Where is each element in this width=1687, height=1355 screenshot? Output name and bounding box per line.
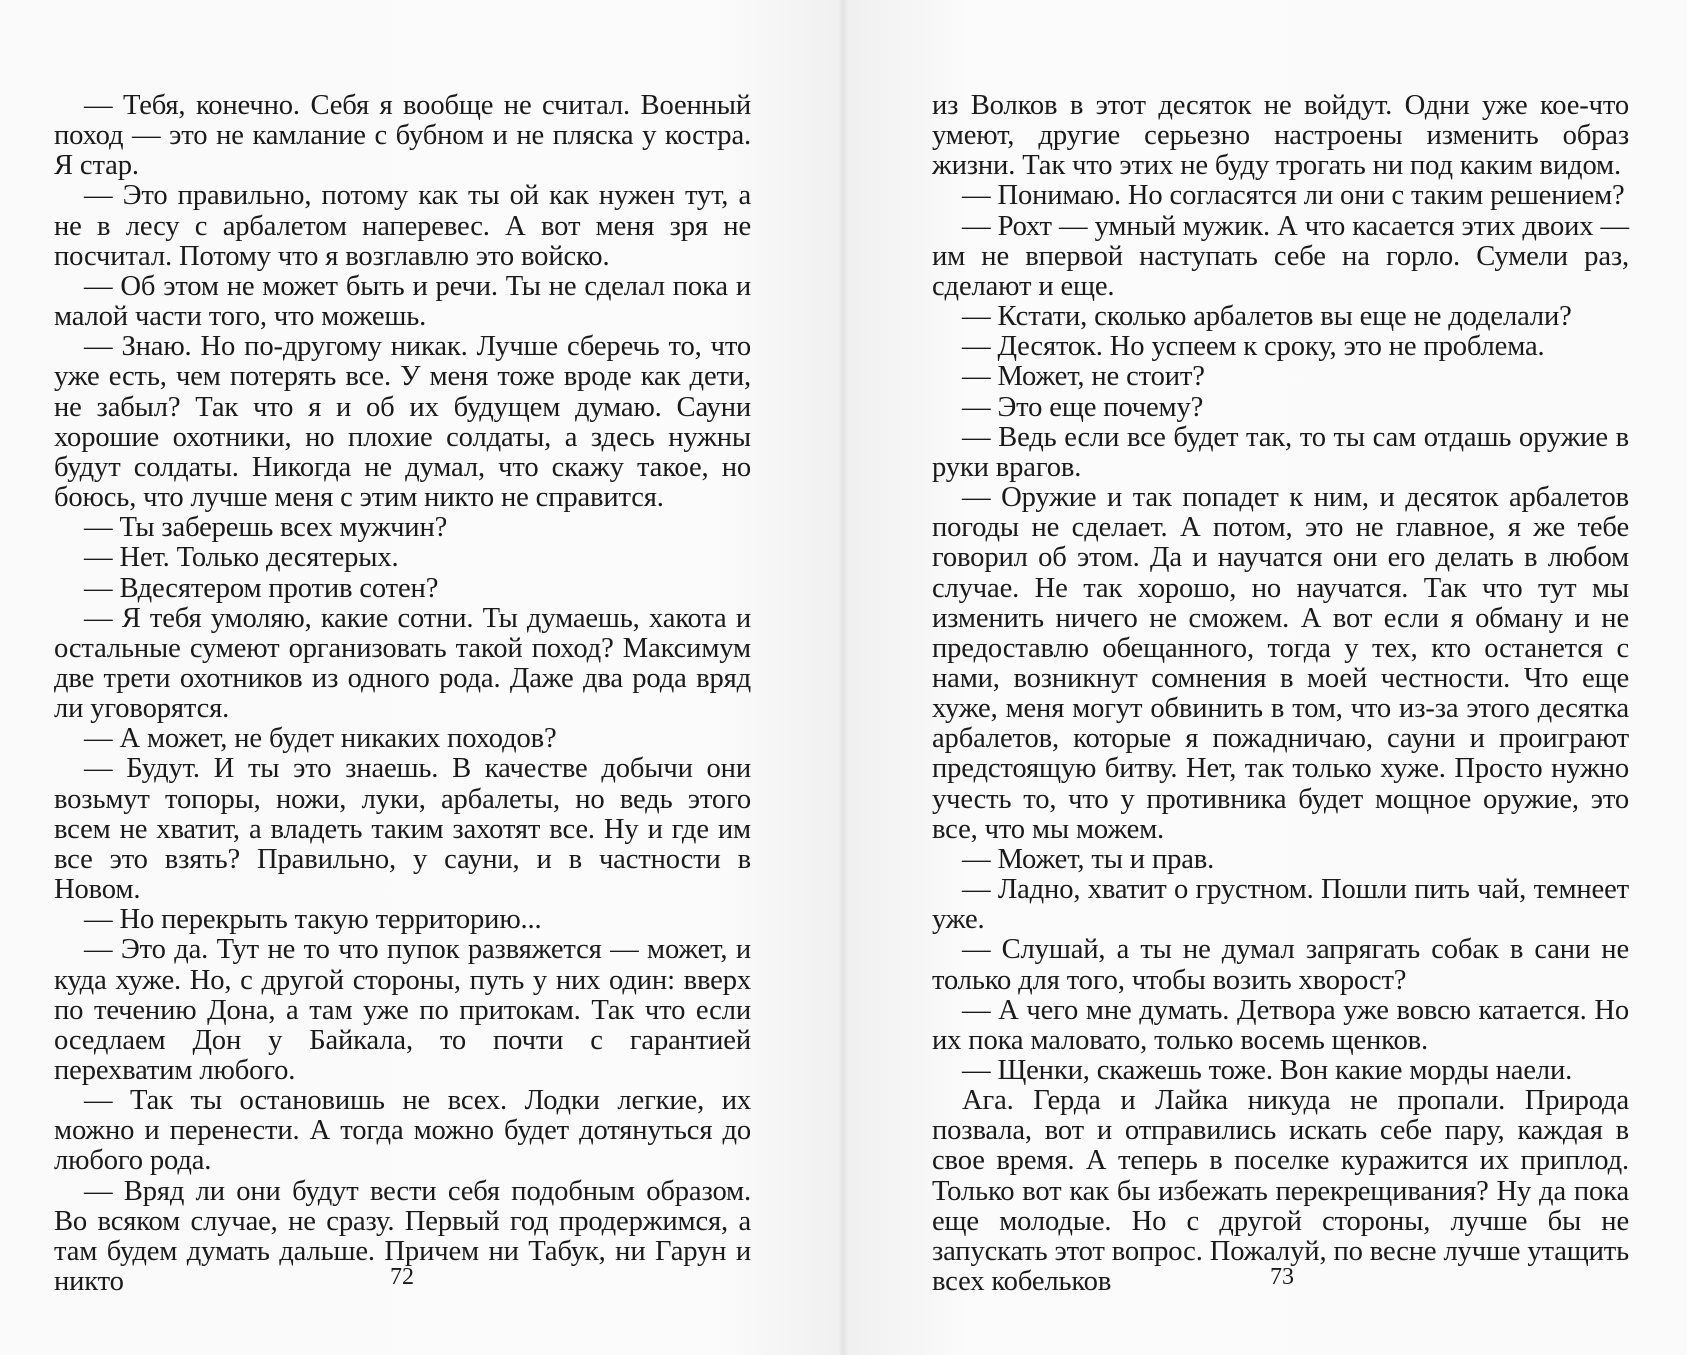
paragraph: — Нет. Только десятерых. [84, 542, 399, 574]
paragraph: — Вряд ли они будут вести себя подобным образом. Во всяком случае, не сразу. Первый год продержимся, а там будем думать дальше. Причем ни Табук, ни Гарун и никто [54, 1175, 751, 1298]
paragraph: — Но перекрыть такую территорию... [84, 904, 542, 936]
paragraph: Ага. Герда и Лайка никуда не пропали. Природа позвала, вот и отправились искать себе пару, каждая в свое время. А теперь в поселке куражится их приплод. Только вот как бы избежать перекрещивания? Ну да пока еще молодые. Но с другой стороны, лучше бы не запускать этот вопрос. Пожалуй, по весне лучше утащить всех кобельков [932, 1085, 1629, 1298]
paragraph: — Это правильно, потому как ты ой как нужен тут, а не в лесу с арбалетом наперевес. А вот меня зря не посчитал. Потому что я возглавлю это войско. [54, 180, 751, 272]
paragraph: — А может, не будет никаких походов? [84, 723, 557, 755]
right-page-text [932, 91, 1629, 1297]
paragraph: из Волков в этот десяток не войдут. Одни уже кое-что умеют, другие серьезно настроены изменить образ жизни. Так что этих не буду трогать ни под каким видом. [932, 90, 1629, 182]
page-number: 72 [390, 1264, 414, 1290]
paragraph: — Знаю. Но по-другому никак. Лучше сберечь то, что уже есть, чем потерять все. У меня тоже вроде как дети, не забыл? Так что я и об их будущем думаю. Сауни хорошие охотники, но плохие солдаты, а здесь нужны будут солдаты. Никогда не думал, что скажу такое, но боюсь, что лучше меня с этим никто не справится. [54, 331, 751, 514]
paragraph: — А чего мне думать. Детвора уже вовсю катается. Но их пока маловато, только восемь щенков. [932, 994, 1629, 1056]
right-page [843, 0, 1687, 1355]
left-page-text [54, 91, 751, 1297]
paragraph: — Ведь если все будет так, то ты сам отдашь оружие в руки врагов. [932, 421, 1629, 483]
paragraph: — Может, ты и прав. [962, 843, 1215, 875]
paragraph: — Оружие и так попадет к ним, и десяток арбалетов погоды не сделает. А потом, это не главное, я же тебе говорил об этом. Да и научатся они его делать в любом случае. Не так хорошо, но научатся. Так что тут мы изменить ничего не сможем. А вот если я обману и не предоставлю обещанного, тогда у тех, кто останется с нами, возникнут сомнения в моей честности. Что еще хуже, меня могут обвинить в том, что из-за этого десятка арбалетов, которые я пожадничаю, сауни и проиграют предстоящую битву. Нет, так только хуже. Просто нужно учесть то, что у противника будет мощное оружие, это все, что мы можем. [932, 482, 1629, 845]
book-gutter [838, 0, 848, 1355]
paragraph: — Тебя, конечно. Себя я вообще не считал. Военный поход — это не камлание с бубном и не пляска у костра. Я стар. [54, 90, 751, 182]
paragraph: — Щенки, скажешь тоже. Вон какие морды наели. [962, 1055, 1573, 1086]
left-page [0, 0, 843, 1355]
paragraph: — Будут. И ты это знаешь. В качестве добычи они возьмут топоры, ножи, луки, арбалеты, но ведь этого всем не хватит, а владеть таким захотят все. Ну и где им все это взять? Правильно, у сауни, и в частности в Новом. [54, 753, 751, 906]
paragraph: — Это да. Тут не то что пупок развяжется — может, и куда хуже. Но, с другой стороны, путь у них один: вверх по течению Дона, а там уже по притокам. Так что если оседлаем Дон у Байкала, то почти с гарантией перехватим любого. [54, 934, 751, 1086]
paragraph: — Вдесятером против сотен? [84, 572, 439, 604]
paragraph: — Так ты остановишь не всех. Лодки легкие, их можно и перенести. А тогда можно будет дотянуться до любого рода. [54, 1085, 751, 1177]
paragraph: — Это еще почему? [962, 391, 1204, 423]
paragraph: — Может, не стоит? [962, 361, 1205, 393]
paragraph: — Понимаю. Но согласятся ли они с таким решением? [962, 180, 1625, 212]
paragraph: — Кстати, сколько арбалетов вы еще не доделали? [962, 301, 1572, 333]
paragraph: — Ты заберешь всех мужчин? [84, 512, 448, 544]
page-number: 73 [1270, 1264, 1294, 1290]
paragraph: — Ладно, хватит о грустном. Пошли пить чай, темнеет уже. [932, 874, 1629, 936]
paragraph: — Я тебя умоляю, какие сотни. Ты думаешь, хакота и остальные сумеют организовать такой поход? Максимум две трети охотников из одного рода. Даже два рода вряд ли уговорятся. [54, 602, 751, 725]
paragraph: — Рохт — умный мужик. А что касается этих двоих — им не впервой наступать себе на горло. Сумели раз, сделают и еще. [932, 210, 1629, 302]
paragraph: — Об этом не может быть и речи. Ты не сделал пока и малой части того, что можешь. [54, 270, 751, 333]
paragraph: — Десяток. Но успеем к сроку, это не проблема. [962, 331, 1545, 363]
paragraph: — Слушай, а ты не думал запрягать собак в сани не только для того, чтобы возить хворост? [932, 934, 1629, 996]
